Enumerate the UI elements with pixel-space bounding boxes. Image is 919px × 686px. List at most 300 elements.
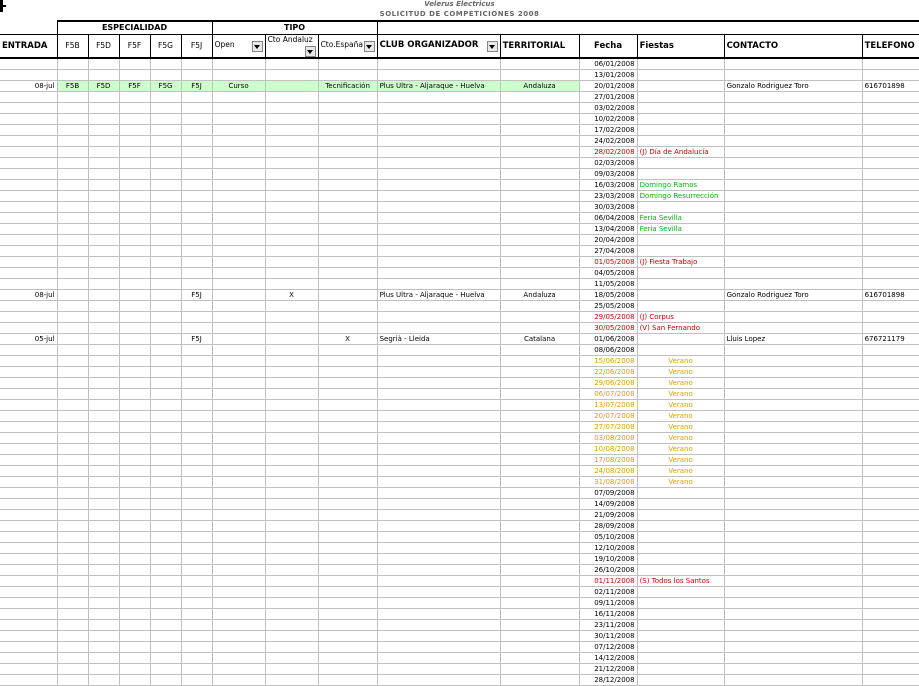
f5f-cell[interactable]: F5F — [119, 80, 150, 91]
f5b-cell[interactable]: F5B — [57, 80, 88, 91]
f5j-cell[interactable] — [181, 124, 212, 135]
f5f-cell[interactable] — [119, 58, 150, 70]
f5j-cell[interactable] — [181, 300, 212, 311]
club-cell[interactable] — [377, 663, 500, 674]
cto-espana-cell[interactable] — [318, 344, 377, 355]
cto-andaluz-cell[interactable] — [265, 91, 318, 102]
open-cell[interactable] — [212, 377, 265, 388]
fecha-cell[interactable]: 27/01/2008 — [579, 91, 637, 102]
cto-andaluz-cell[interactable] — [265, 355, 318, 366]
cto-espana-cell[interactable] — [318, 641, 377, 652]
contacto-cell[interactable] — [724, 256, 862, 267]
f5j-cell[interactable] — [181, 443, 212, 454]
f5b-cell[interactable] — [57, 509, 88, 520]
contacto-cell[interactable] — [724, 509, 862, 520]
fiesta-cell[interactable] — [637, 201, 724, 212]
f5b-cell[interactable] — [57, 168, 88, 179]
cto-espana-cell[interactable] — [318, 234, 377, 245]
telefono-cell[interactable] — [862, 256, 919, 267]
f5d-cell[interactable] — [88, 69, 119, 80]
territorial-cell[interactable] — [500, 355, 579, 366]
f5d-cell[interactable] — [88, 168, 119, 179]
f5b-cell[interactable] — [57, 641, 88, 652]
f5b-cell[interactable] — [57, 355, 88, 366]
club-cell[interactable] — [377, 630, 500, 641]
f5d-cell[interactable] — [88, 58, 119, 70]
entrada-cell[interactable] — [0, 454, 57, 465]
f5b-cell[interactable] — [57, 564, 88, 575]
f5d-cell[interactable] — [88, 432, 119, 443]
entrada-cell[interactable] — [0, 476, 57, 487]
cto-espana-cell[interactable] — [318, 443, 377, 454]
cto-andaluz-cell[interactable] — [265, 410, 318, 421]
fiesta-cell[interactable]: Feria Sevilla — [637, 212, 724, 223]
cto-espana-cell[interactable] — [318, 586, 377, 597]
f5j-cell[interactable] — [181, 267, 212, 278]
territorial-cell[interactable] — [500, 146, 579, 157]
telefono-cell[interactable] — [862, 454, 919, 465]
entrada-cell[interactable] — [0, 102, 57, 113]
fiesta-cell[interactable]: (J) Corpus — [637, 311, 724, 322]
fecha-cell[interactable]: 30/11/2008 — [579, 630, 637, 641]
open-cell[interactable] — [212, 432, 265, 443]
cto-andaluz-cell[interactable] — [265, 366, 318, 377]
f5d-cell[interactable]: F5D — [88, 80, 119, 91]
f5b-cell[interactable] — [57, 410, 88, 421]
f5d-cell[interactable] — [88, 531, 119, 542]
f5f-cell[interactable] — [119, 157, 150, 168]
cto-andaluz-cell[interactable] — [265, 201, 318, 212]
cto-andaluz-cell[interactable] — [265, 333, 318, 344]
f5j-cell[interactable] — [181, 179, 212, 190]
f5b-cell[interactable] — [57, 223, 88, 234]
fecha-cell[interactable]: 03/08/2008 — [579, 432, 637, 443]
f5g-cell[interactable] — [150, 124, 181, 135]
entrada-cell[interactable] — [0, 575, 57, 586]
club-cell[interactable] — [377, 421, 500, 432]
f5j-cell[interactable] — [181, 608, 212, 619]
f5g-cell[interactable] — [150, 663, 181, 674]
contacto-cell[interactable] — [724, 168, 862, 179]
contacto-cell[interactable] — [724, 366, 862, 377]
fecha-cell[interactable]: 28/12/2008 — [579, 674, 637, 685]
cto-espana-cell[interactable] — [318, 421, 377, 432]
open-cell[interactable] — [212, 124, 265, 135]
fecha-cell[interactable]: 17/02/2008 — [579, 124, 637, 135]
club-cell[interactable] — [377, 432, 500, 443]
contacto-cell[interactable] — [724, 201, 862, 212]
club-cell[interactable] — [377, 454, 500, 465]
f5d-cell[interactable] — [88, 630, 119, 641]
open-cell[interactable] — [212, 212, 265, 223]
cto-andaluz-cell[interactable] — [265, 641, 318, 652]
fiesta-cell[interactable] — [637, 652, 724, 663]
f5b-cell[interactable] — [57, 498, 88, 509]
f5b-cell[interactable] — [57, 190, 88, 201]
contacto-cell[interactable] — [724, 498, 862, 509]
contacto-cell[interactable]: Lluis Lopez — [724, 333, 862, 344]
contacto-cell[interactable] — [724, 410, 862, 421]
f5j-cell[interactable] — [181, 69, 212, 80]
fecha-cell[interactable]: 05/10/2008 — [579, 531, 637, 542]
cto-espana-cell[interactable]: X — [318, 333, 377, 344]
f5j-cell[interactable] — [181, 377, 212, 388]
entrada-cell[interactable] — [0, 597, 57, 608]
fecha-cell[interactable]: 18/05/2008 — [579, 289, 637, 300]
f5j-cell[interactable] — [181, 465, 212, 476]
fecha-cell[interactable]: 27/07/2008 — [579, 421, 637, 432]
open-cell[interactable] — [212, 652, 265, 663]
fiesta-cell[interactable]: (J) Día de Andalucía — [637, 146, 724, 157]
fecha-cell[interactable]: 07/12/2008 — [579, 641, 637, 652]
club-cell[interactable]: Segrià - Lleida — [377, 333, 500, 344]
territorial-cell[interactable] — [500, 322, 579, 333]
territorial-cell[interactable] — [500, 168, 579, 179]
fecha-cell[interactable]: 09/03/2008 — [579, 168, 637, 179]
f5g-cell[interactable] — [150, 245, 181, 256]
f5g-cell[interactable] — [150, 498, 181, 509]
f5d-cell[interactable] — [88, 201, 119, 212]
f5j-cell[interactable] — [181, 498, 212, 509]
open-cell[interactable] — [212, 201, 265, 212]
f5d-cell[interactable] — [88, 113, 119, 124]
telefono-cell[interactable] — [862, 663, 919, 674]
entrada-cell[interactable] — [0, 212, 57, 223]
contacto-cell[interactable] — [724, 399, 862, 410]
territorial-cell[interactable] — [500, 201, 579, 212]
open-cell[interactable] — [212, 267, 265, 278]
f5g-cell[interactable] — [150, 399, 181, 410]
contacto-cell[interactable] — [724, 421, 862, 432]
cto-espana-cell[interactable] — [318, 157, 377, 168]
cto-espana-cell[interactable] — [318, 597, 377, 608]
f5g-cell[interactable] — [150, 267, 181, 278]
f5g-cell[interactable] — [150, 168, 181, 179]
entrada-cell[interactable] — [0, 399, 57, 410]
f5g-cell[interactable] — [150, 201, 181, 212]
cto-andaluz-cell[interactable] — [265, 146, 318, 157]
f5g-cell[interactable] — [150, 355, 181, 366]
f5g-cell[interactable] — [150, 69, 181, 80]
f5d-cell[interactable] — [88, 564, 119, 575]
cto-andaluz-cell[interactable] — [265, 509, 318, 520]
territorial-cell[interactable] — [500, 597, 579, 608]
entrada-cell[interactable] — [0, 124, 57, 135]
f5g-cell[interactable] — [150, 377, 181, 388]
fiesta-cell[interactable] — [637, 487, 724, 498]
cto-andaluz-cell[interactable] — [265, 300, 318, 311]
f5g-cell[interactable] — [150, 432, 181, 443]
open-cell[interactable] — [212, 498, 265, 509]
contacto-cell[interactable] — [724, 278, 862, 289]
open-cell[interactable] — [212, 311, 265, 322]
cto-andaluz-cell[interactable] — [265, 476, 318, 487]
fiesta-cell[interactable] — [637, 619, 724, 630]
open-cell[interactable]: Curso — [212, 80, 265, 91]
fiesta-cell[interactable]: Verano — [637, 388, 724, 399]
f5g-cell[interactable] — [150, 531, 181, 542]
open-cell[interactable] — [212, 608, 265, 619]
open-cell[interactable] — [212, 553, 265, 564]
fecha-cell[interactable]: 22/06/2008 — [579, 366, 637, 377]
club-cell[interactable] — [377, 91, 500, 102]
cto-espana-cell[interactable] — [318, 201, 377, 212]
cto-andaluz-cell[interactable] — [265, 432, 318, 443]
contacto-cell[interactable] — [724, 619, 862, 630]
open-cell[interactable] — [212, 630, 265, 641]
fecha-cell[interactable]: 24/02/2008 — [579, 135, 637, 146]
open-cell[interactable] — [212, 256, 265, 267]
fiesta-cell[interactable]: Verano — [637, 410, 724, 421]
fiesta-cell[interactable]: (S) Todos los Santos — [637, 575, 724, 586]
f5d-cell[interactable] — [88, 355, 119, 366]
f5d-cell[interactable] — [88, 586, 119, 597]
club-cell[interactable] — [377, 542, 500, 553]
f5f-cell[interactable] — [119, 146, 150, 157]
open-cell[interactable] — [212, 234, 265, 245]
entrada-cell[interactable] — [0, 410, 57, 421]
cto-espana-cell[interactable] — [318, 91, 377, 102]
open-cell[interactable] — [212, 454, 265, 465]
contacto-cell[interactable] — [724, 454, 862, 465]
f5f-cell[interactable] — [119, 520, 150, 531]
fecha-cell[interactable]: 13/01/2008 — [579, 69, 637, 80]
fiesta-cell[interactable] — [637, 509, 724, 520]
f5f-cell[interactable] — [119, 509, 150, 520]
club-cell[interactable] — [377, 201, 500, 212]
f5j-cell[interactable] — [181, 487, 212, 498]
open-cell[interactable] — [212, 190, 265, 201]
f5g-cell[interactable] — [150, 333, 181, 344]
fecha-cell[interactable]: 14/12/2008 — [579, 652, 637, 663]
entrada-cell[interactable] — [0, 652, 57, 663]
telefono-cell[interactable] — [862, 498, 919, 509]
open-cell[interactable] — [212, 520, 265, 531]
contacto-cell[interactable] — [724, 487, 862, 498]
territorial-cell[interactable] — [500, 300, 579, 311]
f5g-cell[interactable] — [150, 311, 181, 322]
cto-andaluz-cell[interactable] — [265, 190, 318, 201]
cto-andaluz-cell[interactable] — [265, 179, 318, 190]
contacto-cell[interactable] — [724, 322, 862, 333]
entrada-cell[interactable] — [0, 223, 57, 234]
f5j-cell[interactable] — [181, 223, 212, 234]
f5d-cell[interactable] — [88, 652, 119, 663]
open-cell[interactable] — [212, 410, 265, 421]
fecha-cell[interactable]: 16/03/2008 — [579, 179, 637, 190]
f5g-cell[interactable] — [150, 410, 181, 421]
cto-andaluz-cell[interactable] — [265, 69, 318, 80]
club-cell[interactable] — [377, 564, 500, 575]
entrada-cell[interactable] — [0, 465, 57, 476]
club-cell[interactable] — [377, 234, 500, 245]
fiesta-cell[interactable]: Verano — [637, 355, 724, 366]
f5b-cell[interactable] — [57, 102, 88, 113]
f5b-cell[interactable] — [57, 289, 88, 300]
f5b-cell[interactable] — [57, 575, 88, 586]
telefono-cell[interactable] — [862, 201, 919, 212]
entrada-cell[interactable] — [0, 487, 57, 498]
territorial-cell[interactable] — [500, 366, 579, 377]
contacto-cell[interactable] — [724, 58, 862, 70]
club-cell[interactable] — [377, 190, 500, 201]
cto-andaluz-cell[interactable] — [265, 564, 318, 575]
fecha-cell[interactable]: 02/11/2008 — [579, 586, 637, 597]
contacto-cell[interactable] — [724, 245, 862, 256]
fecha-cell[interactable]: 28/09/2008 — [579, 520, 637, 531]
f5f-cell[interactable] — [119, 564, 150, 575]
f5b-cell[interactable] — [57, 531, 88, 542]
contacto-cell[interactable] — [724, 190, 862, 201]
f5d-cell[interactable] — [88, 278, 119, 289]
f5g-cell[interactable] — [150, 476, 181, 487]
cto-andaluz-cell[interactable] — [265, 245, 318, 256]
fecha-cell[interactable]: 03/02/2008 — [579, 102, 637, 113]
f5g-cell[interactable] — [150, 223, 181, 234]
fiesta-cell[interactable] — [637, 344, 724, 355]
entrada-cell[interactable] — [0, 113, 57, 124]
f5g-cell[interactable] — [150, 465, 181, 476]
club-cell[interactable] — [377, 300, 500, 311]
fecha-cell[interactable]: 25/05/2008 — [579, 300, 637, 311]
fiesta-cell[interactable]: Domingo Resurrección — [637, 190, 724, 201]
f5b-cell[interactable] — [57, 333, 88, 344]
f5g-cell[interactable] — [150, 300, 181, 311]
telefono-cell[interactable] — [862, 630, 919, 641]
contacto-cell[interactable] — [724, 135, 862, 146]
f5j-cell[interactable] — [181, 135, 212, 146]
cto-andaluz-cell[interactable] — [265, 234, 318, 245]
telefono-cell[interactable] — [862, 124, 919, 135]
cto-espana-cell[interactable] — [318, 322, 377, 333]
club-cell[interactable] — [377, 586, 500, 597]
f5f-cell[interactable] — [119, 168, 150, 179]
telefono-cell[interactable] — [862, 520, 919, 531]
fecha-cell[interactable]: 01/06/2008 — [579, 333, 637, 344]
f5j-cell[interactable] — [181, 454, 212, 465]
f5g-cell[interactable]: F5G — [150, 80, 181, 91]
cto-espana-cell[interactable] — [318, 190, 377, 201]
f5b-cell[interactable] — [57, 586, 88, 597]
f5j-cell[interactable] — [181, 366, 212, 377]
fecha-cell[interactable]: 13/07/2008 — [579, 399, 637, 410]
club-cell[interactable] — [377, 575, 500, 586]
cto-andaluz-cell[interactable] — [265, 619, 318, 630]
territorial-cell[interactable] — [500, 234, 579, 245]
open-cell[interactable] — [212, 619, 265, 630]
f5g-cell[interactable] — [150, 586, 181, 597]
club-cell[interactable] — [377, 619, 500, 630]
f5d-cell[interactable] — [88, 289, 119, 300]
telefono-cell[interactable] — [862, 619, 919, 630]
cto-andaluz-cell[interactable] — [265, 630, 318, 641]
cto-espana-cell[interactable] — [318, 168, 377, 179]
cto-espana-cell[interactable] — [318, 476, 377, 487]
contacto-cell[interactable] — [724, 267, 862, 278]
entrada-cell[interactable]: 08-jul — [0, 289, 57, 300]
territorial-cell[interactable] — [500, 608, 579, 619]
cto-espana-cell[interactable] — [318, 553, 377, 564]
territorial-cell[interactable]: Andaluza — [500, 80, 579, 91]
f5g-cell[interactable] — [150, 619, 181, 630]
f5d-cell[interactable] — [88, 399, 119, 410]
f5d-cell[interactable] — [88, 388, 119, 399]
f5b-cell[interactable] — [57, 135, 88, 146]
territorial-cell[interactable] — [500, 245, 579, 256]
f5b-cell[interactable] — [57, 113, 88, 124]
territorial-cell[interactable] — [500, 212, 579, 223]
f5d-cell[interactable] — [88, 487, 119, 498]
f5j-cell[interactable] — [181, 146, 212, 157]
club-cell[interactable]: Plus Ultra - Aljaraque - Huelva — [377, 289, 500, 300]
f5g-cell[interactable] — [150, 597, 181, 608]
f5j-cell[interactable] — [181, 553, 212, 564]
territorial-cell[interactable]: Andaluza — [500, 289, 579, 300]
cto-espana-cell[interactable] — [318, 465, 377, 476]
f5d-cell[interactable] — [88, 443, 119, 454]
open-cell[interactable] — [212, 421, 265, 432]
cto-espana-cell[interactable] — [318, 630, 377, 641]
f5d-cell[interactable] — [88, 212, 119, 223]
f5j-cell[interactable]: F5J — [181, 289, 212, 300]
f5d-cell[interactable] — [88, 498, 119, 509]
open-cell[interactable] — [212, 245, 265, 256]
cto-espana-cell[interactable] — [318, 69, 377, 80]
f5d-cell[interactable] — [88, 344, 119, 355]
cto-andaluz-cell[interactable] — [265, 531, 318, 542]
telefono-cell[interactable] — [862, 245, 919, 256]
fecha-cell[interactable]: 13/04/2008 — [579, 223, 637, 234]
contacto-cell[interactable] — [724, 476, 862, 487]
club-cell[interactable] — [377, 410, 500, 421]
open-cell[interactable] — [212, 300, 265, 311]
f5f-cell[interactable] — [119, 179, 150, 190]
fecha-cell[interactable]: 21/12/2008 — [579, 663, 637, 674]
f5j-cell[interactable] — [181, 564, 212, 575]
territorial-cell[interactable] — [500, 102, 579, 113]
open-cell[interactable] — [212, 157, 265, 168]
cto-espana-cell[interactable] — [318, 388, 377, 399]
f5d-cell[interactable] — [88, 366, 119, 377]
f5f-cell[interactable] — [119, 113, 150, 124]
territorial-cell[interactable] — [500, 421, 579, 432]
entrada-cell[interactable] — [0, 322, 57, 333]
territorial-cell[interactable] — [500, 542, 579, 553]
f5f-cell[interactable] — [119, 289, 150, 300]
f5g-cell[interactable] — [150, 234, 181, 245]
fiesta-cell[interactable]: (J) Fiesta Trabajo — [637, 256, 724, 267]
open-cell[interactable] — [212, 597, 265, 608]
cto-andaluz-cell[interactable] — [265, 311, 318, 322]
f5j-cell[interactable] — [181, 575, 212, 586]
telefono-cell[interactable] — [862, 652, 919, 663]
entrada-cell[interactable] — [0, 553, 57, 564]
cto-espana-cell[interactable] — [318, 410, 377, 421]
cto-espana-cell[interactable] — [318, 212, 377, 223]
cto-andaluz-cell[interactable] — [265, 344, 318, 355]
entrada-cell[interactable] — [0, 234, 57, 245]
f5j-cell[interactable] — [181, 432, 212, 443]
entrada-cell[interactable] — [0, 586, 57, 597]
open-cell[interactable] — [212, 91, 265, 102]
telefono-cell[interactable] — [862, 432, 919, 443]
contacto-cell[interactable] — [724, 212, 862, 223]
territorial-cell[interactable] — [500, 630, 579, 641]
f5g-cell[interactable] — [150, 157, 181, 168]
f5b-cell[interactable] — [57, 388, 88, 399]
f5g-cell[interactable] — [150, 553, 181, 564]
open-cell[interactable] — [212, 575, 265, 586]
